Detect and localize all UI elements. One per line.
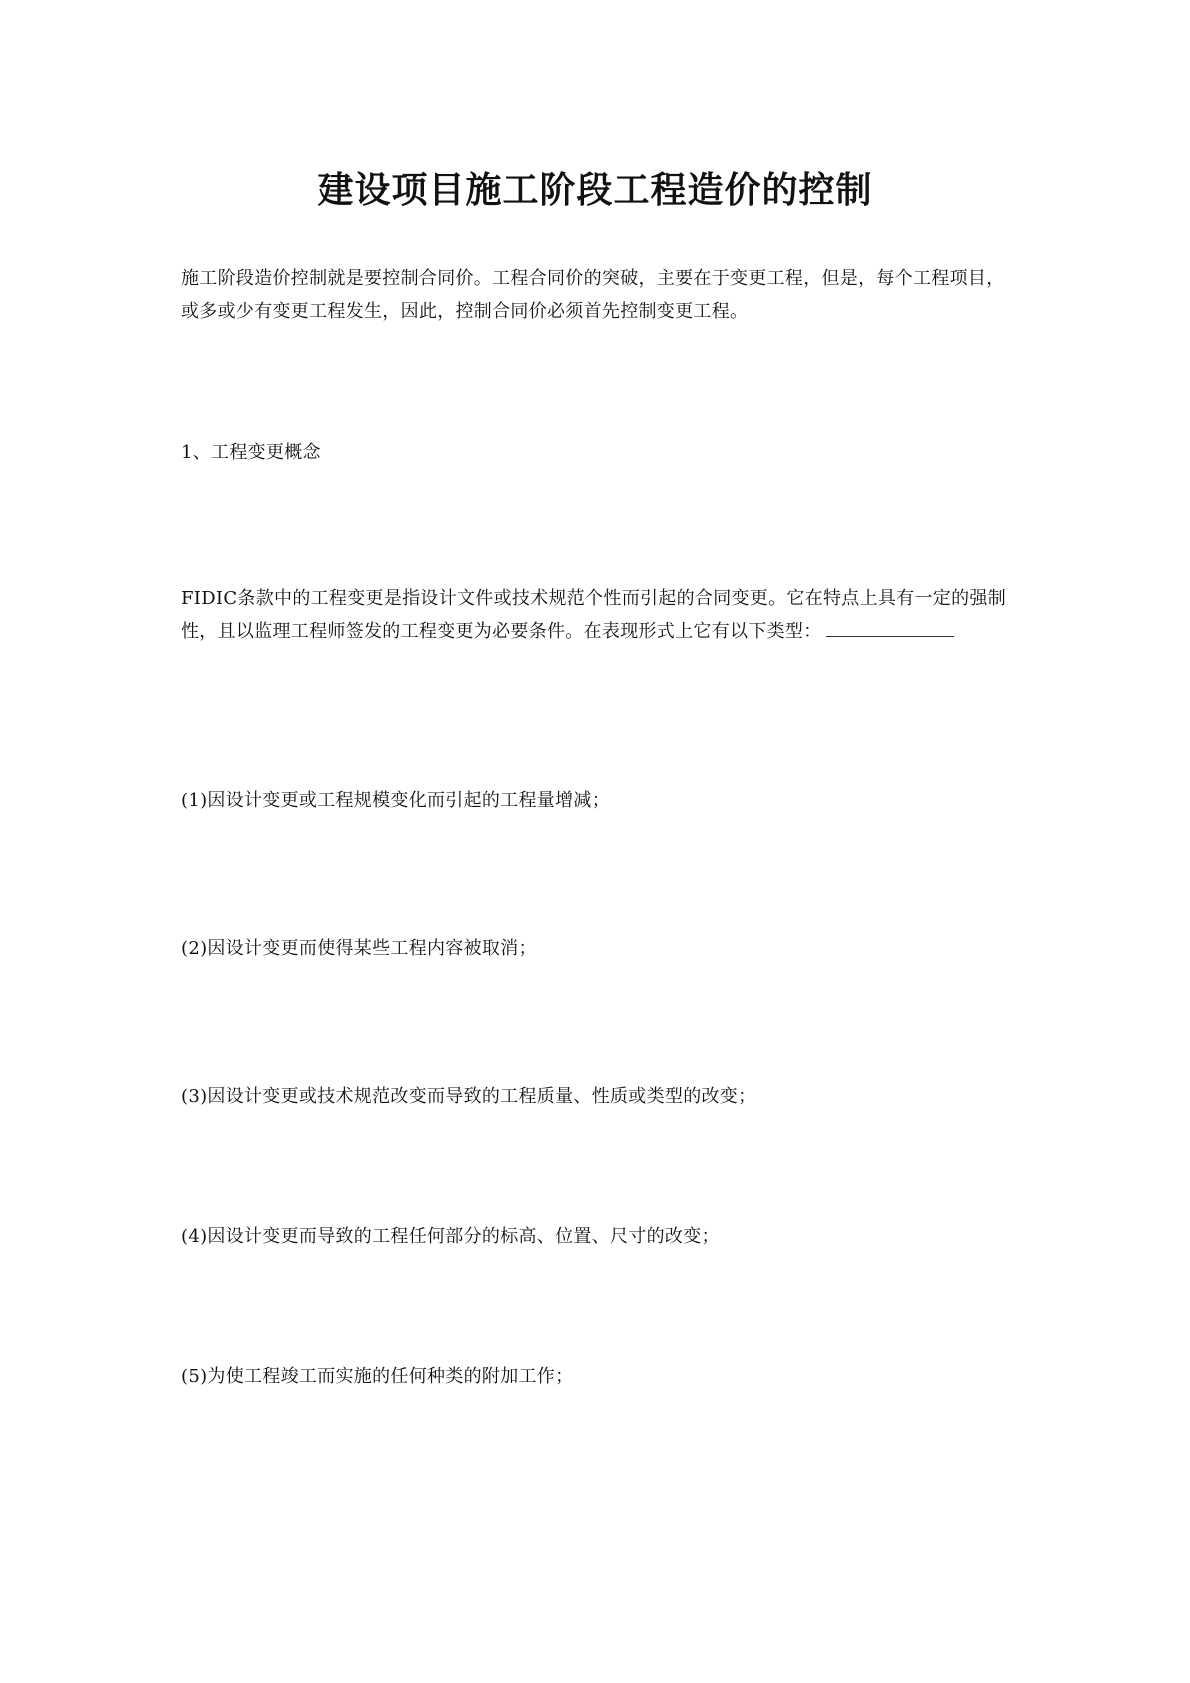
list-item: (3)因设计变更或技术规范改变而导致的工程质量、性质或类型的改变；: [181, 1086, 757, 1107]
fidic-text: FIDIC条款中的工程变更是指设计文件或技术规范个性而引起的合同变更。它在特点上具有一定的强制性，且以监理工程师签发的工程变更为必要条件。在表现形式上它有以下类型：: [181, 588, 1007, 642]
list-item: (2)因设计变更而使得某些工程内容被取消；: [181, 938, 537, 959]
blank-line: [826, 620, 954, 637]
fidic-paragraph: [181, 582, 1011, 648]
list-item: (1)因设计变更或工程规模变化而引起的工程量增减；: [181, 790, 610, 811]
list-item: (5)为使工程竣工而实施的任何种类的附加工作；: [181, 1366, 574, 1387]
intro-paragraph: 施工阶段造价控制就是要控制合同价。工程合同价的突破，主要在于变更工程，但是，每个工程项目，或多或少有变更工程发生，因此，控制合同价必须首先控制变更工程。: [181, 268, 1005, 322]
section-heading: 1、工程变更概念: [181, 442, 321, 463]
list-item: (4)因设计变更而导致的工程任何部分的标高、位置、尺寸的改变；: [181, 1226, 720, 1247]
document-title: 建设项目施工阶段工程造价的控制: [317, 170, 873, 211]
